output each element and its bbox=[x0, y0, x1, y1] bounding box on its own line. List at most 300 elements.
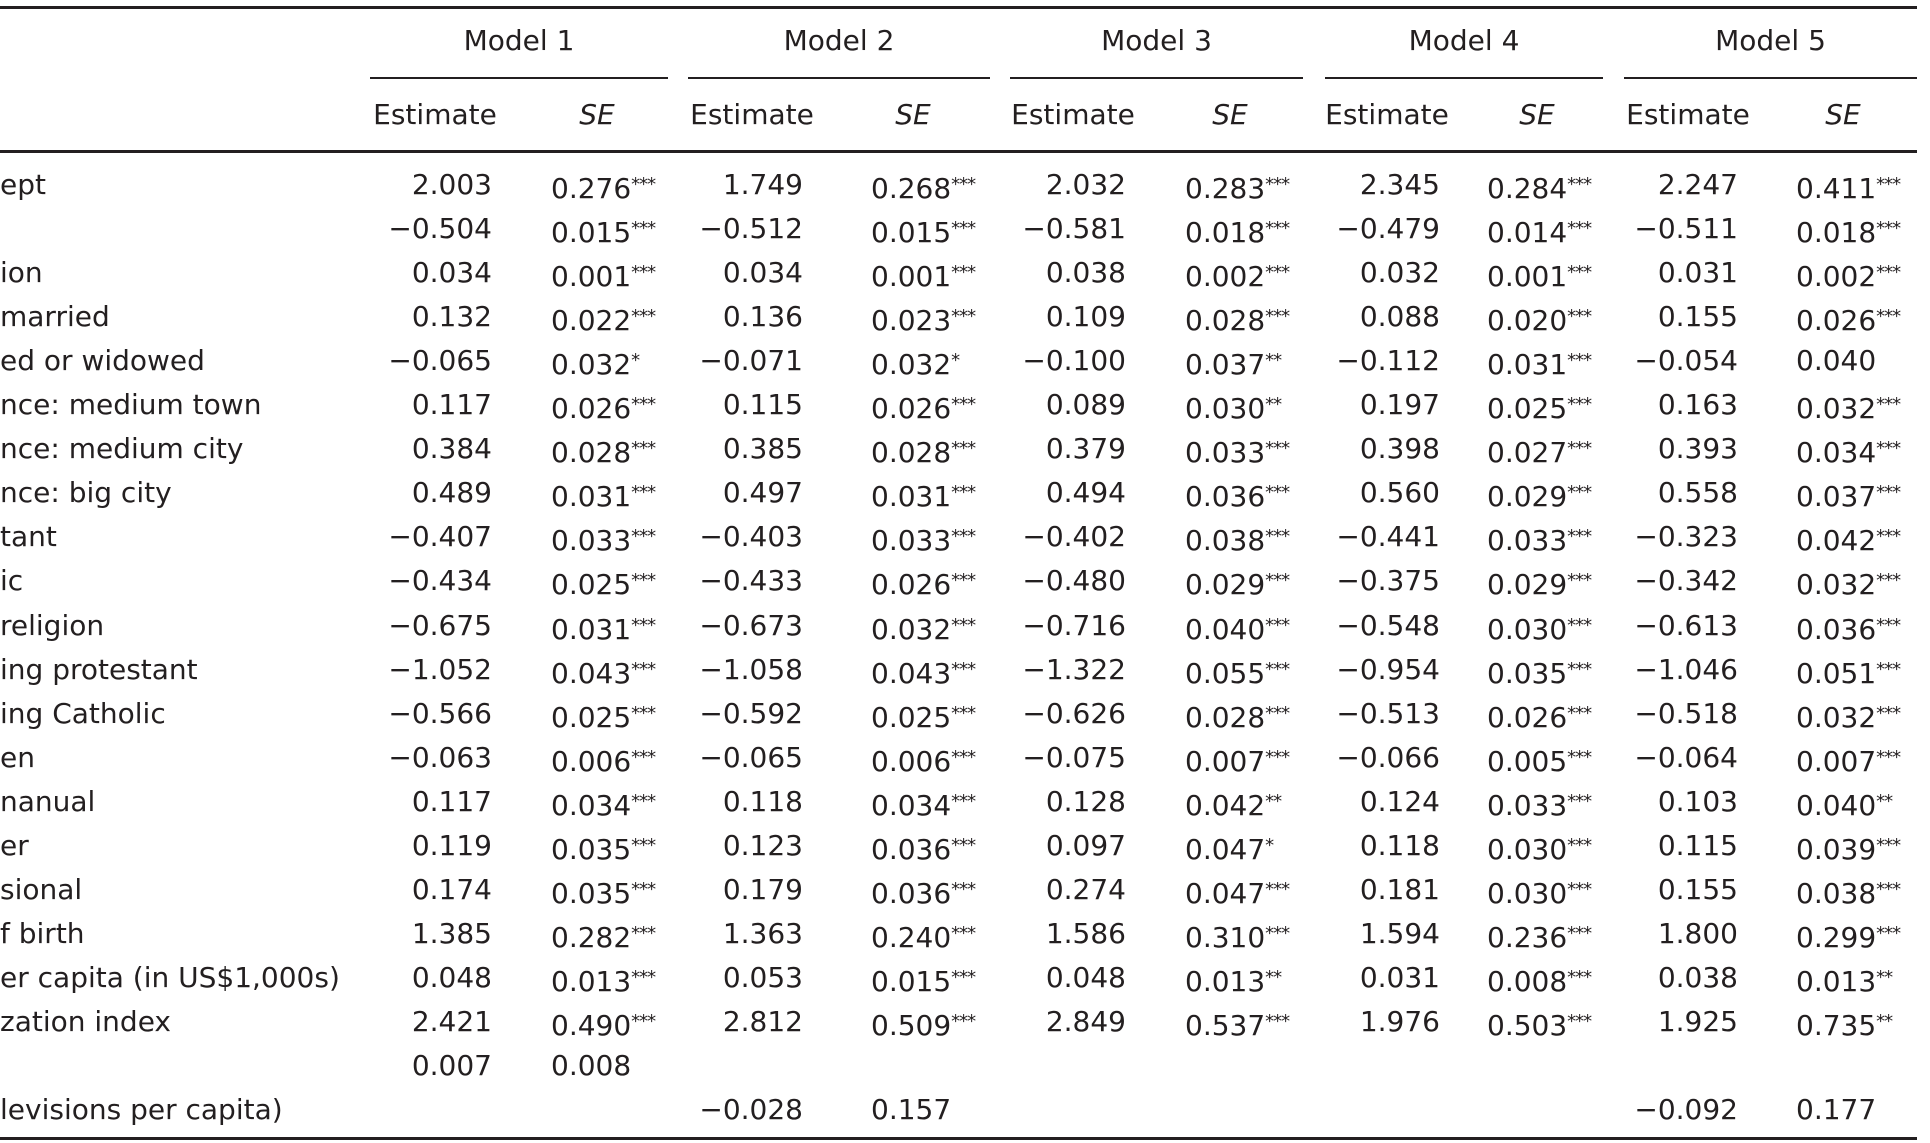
se-value bbox=[551, 1002, 655, 1042]
estimate-value: −0.375 bbox=[1336, 564, 1440, 597]
estimate-value: −0.064 bbox=[1634, 741, 1738, 774]
se-number: 0.026 bbox=[871, 392, 952, 425]
model-header: Model 5 bbox=[1715, 24, 1826, 57]
estimate-value: −0.323 bbox=[1634, 520, 1738, 553]
significance-stars: *** bbox=[951, 791, 976, 812]
estimate-value: 1.749 bbox=[722, 168, 803, 201]
estimate-value: 1.800 bbox=[1657, 917, 1738, 950]
estimate-value: −0.433 bbox=[699, 564, 803, 597]
se-value bbox=[871, 297, 975, 337]
estimate-value: −0.954 bbox=[1336, 653, 1440, 686]
se-number: 0.028 bbox=[1185, 304, 1266, 337]
se-value bbox=[1185, 782, 1281, 822]
estimate-value: 0.128 bbox=[1045, 785, 1126, 818]
se-value bbox=[1487, 297, 1591, 337]
significance-stars: *** bbox=[1567, 703, 1592, 724]
significance-stars: *** bbox=[1265, 482, 1290, 503]
estimate-value: −0.065 bbox=[699, 741, 803, 774]
estimate-value: −0.407 bbox=[388, 520, 492, 553]
estimate-value: 0.124 bbox=[1359, 785, 1440, 818]
estimate-value: 0.034 bbox=[411, 256, 492, 289]
se-value bbox=[551, 429, 655, 469]
significance-stars: *** bbox=[1265, 1011, 1290, 1032]
significance-stars: *** bbox=[1265, 570, 1290, 591]
se-value bbox=[1185, 209, 1289, 249]
se-number: 0.031 bbox=[551, 480, 632, 513]
se-value bbox=[871, 606, 975, 646]
se-number: 0.006 bbox=[871, 745, 952, 778]
significance-stars: *** bbox=[1567, 438, 1592, 459]
se-number: 0.030 bbox=[1185, 392, 1266, 425]
se-value bbox=[871, 782, 975, 822]
se-number: 0.025 bbox=[551, 701, 632, 734]
se-value bbox=[871, 429, 975, 469]
significance-stars: ** bbox=[1265, 791, 1282, 812]
se-number: 0.034 bbox=[551, 789, 632, 822]
model-group-rule bbox=[1624, 77, 1917, 79]
se-value bbox=[1487, 473, 1591, 513]
se-number: 0.310 bbox=[1185, 921, 1266, 954]
se-value bbox=[1487, 694, 1591, 734]
se-value bbox=[1185, 385, 1281, 425]
se-value bbox=[1185, 165, 1289, 205]
se-number: 0.051 bbox=[1796, 657, 1877, 690]
se-number: 0.284 bbox=[1487, 172, 1568, 205]
estimate-value: 0.132 bbox=[411, 300, 492, 333]
significance-stars: *** bbox=[1265, 262, 1290, 283]
estimate-value: −0.480 bbox=[1022, 564, 1126, 597]
significance-stars: *** bbox=[1876, 438, 1901, 459]
estimate-value: 0.384 bbox=[411, 432, 492, 465]
se-value bbox=[1487, 958, 1591, 998]
se-number: 0.031 bbox=[551, 613, 632, 646]
se-value bbox=[871, 870, 975, 910]
se-value bbox=[1487, 253, 1591, 293]
estimate-value: 0.179 bbox=[722, 873, 803, 906]
significance-stars: *** bbox=[951, 659, 976, 680]
significance-stars: * bbox=[951, 350, 960, 371]
se-number: 0.033 bbox=[551, 524, 632, 557]
se-value bbox=[1487, 870, 1591, 910]
significance-stars: *** bbox=[1265, 747, 1290, 768]
se-number: 0.001 bbox=[551, 260, 632, 293]
se-number: 0.236 bbox=[1487, 921, 1568, 954]
se-number: 0.029 bbox=[1185, 568, 1266, 601]
se-value bbox=[871, 209, 975, 249]
se-number: 0.283 bbox=[1185, 172, 1266, 205]
se-number: 0.026 bbox=[871, 568, 952, 601]
estimate-value: 0.031 bbox=[1359, 961, 1440, 994]
se-number: 0.036 bbox=[1185, 480, 1266, 513]
significance-stars: *** bbox=[631, 923, 656, 944]
se-value bbox=[1185, 606, 1289, 646]
se-value bbox=[1185, 826, 1273, 866]
se-value bbox=[1185, 738, 1289, 778]
significance-stars: *** bbox=[951, 482, 976, 503]
estimate-value: −0.716 bbox=[1022, 609, 1126, 642]
se-value bbox=[1185, 341, 1281, 381]
se-number: 0.036 bbox=[871, 833, 952, 866]
se-number: 0.038 bbox=[1185, 524, 1266, 557]
row-label: nce: big city bbox=[0, 476, 172, 509]
estimate-value: −0.675 bbox=[388, 609, 492, 642]
se-number: 0.015 bbox=[871, 216, 952, 249]
se-value bbox=[551, 253, 655, 293]
se-number: 0.037 bbox=[1185, 348, 1266, 381]
significance-stars: *** bbox=[631, 262, 656, 283]
significance-stars: *** bbox=[951, 747, 976, 768]
se-number: 0.040 bbox=[1796, 344, 1877, 377]
se-value bbox=[871, 165, 975, 205]
se-value bbox=[551, 606, 655, 646]
se-number: 0.027 bbox=[1487, 436, 1568, 469]
model-header: Model 3 bbox=[1101, 24, 1212, 57]
se-value bbox=[1796, 914, 1900, 954]
se-value bbox=[551, 297, 655, 337]
estimate-value: −0.511 bbox=[1634, 212, 1738, 245]
se-value bbox=[551, 517, 655, 557]
estimate-value: −0.592 bbox=[699, 697, 803, 730]
estimate-value: 0.038 bbox=[1045, 256, 1126, 289]
se-value bbox=[871, 1002, 975, 1042]
row-label: en bbox=[0, 741, 35, 774]
se-value bbox=[1185, 650, 1289, 690]
se-number: 0.014 bbox=[1487, 216, 1568, 249]
estimate-value: 0.088 bbox=[1359, 300, 1440, 333]
significance-stars: *** bbox=[951, 394, 976, 415]
se-value bbox=[1487, 517, 1591, 557]
significance-stars: *** bbox=[1567, 967, 1592, 988]
significance-stars: *** bbox=[631, 967, 656, 988]
top-rule bbox=[0, 6, 1917, 9]
significance-stars: *** bbox=[1567, 482, 1592, 503]
se-value bbox=[551, 165, 655, 205]
se-value bbox=[1796, 958, 1892, 998]
se-number: 0.013 bbox=[1185, 965, 1266, 998]
se-value bbox=[1796, 341, 1876, 381]
significance-stars: *** bbox=[631, 615, 656, 636]
estimate-value: −0.626 bbox=[1022, 697, 1126, 730]
se-value bbox=[551, 650, 655, 690]
se-number: 0.033 bbox=[1487, 789, 1568, 822]
se-number: 0.007 bbox=[1796, 745, 1877, 778]
significance-stars: *** bbox=[1876, 482, 1901, 503]
significance-stars: *** bbox=[1876, 923, 1901, 944]
significance-stars: *** bbox=[951, 1011, 976, 1032]
se-number: 0.042 bbox=[1185, 789, 1266, 822]
estimate-value: −0.066 bbox=[1336, 741, 1440, 774]
model-group-rule bbox=[688, 77, 990, 79]
se-number: 0.032 bbox=[551, 348, 632, 381]
se-number: 0.023 bbox=[871, 304, 952, 337]
significance-stars: *** bbox=[1876, 747, 1901, 768]
se-value bbox=[871, 650, 975, 690]
se-number: 0.026 bbox=[551, 392, 632, 425]
se-value bbox=[1185, 561, 1289, 601]
estimate-value: 0.123 bbox=[722, 829, 803, 862]
significance-stars: ** bbox=[1876, 967, 1893, 988]
estimate-value: −0.063 bbox=[388, 741, 492, 774]
estimate-value: 0.379 bbox=[1045, 432, 1126, 465]
se-number: 0.240 bbox=[871, 921, 952, 954]
significance-stars: *** bbox=[1265, 615, 1290, 636]
significance-stars: *** bbox=[1567, 923, 1592, 944]
se-value bbox=[1487, 385, 1591, 425]
estimate-value: 2.345 bbox=[1359, 168, 1440, 201]
estimate-value: 0.032 bbox=[1359, 256, 1440, 289]
estimate-value: 2.032 bbox=[1045, 168, 1126, 201]
se-number: 0.030 bbox=[1487, 833, 1568, 866]
estimate-value: −1.058 bbox=[699, 653, 803, 686]
model-group-rule bbox=[1010, 77, 1303, 79]
row-label: f birth bbox=[0, 917, 85, 950]
significance-stars: *** bbox=[1876, 703, 1901, 724]
significance-stars: ** bbox=[1265, 394, 1282, 415]
model-header: Model 4 bbox=[1408, 24, 1520, 57]
se-number: 0.034 bbox=[1796, 436, 1877, 469]
significance-stars: *** bbox=[1876, 615, 1901, 636]
estimate-value: −0.028 bbox=[699, 1093, 803, 1126]
estimate-value: −0.100 bbox=[1022, 344, 1126, 377]
se-value bbox=[1796, 385, 1900, 425]
significance-stars: *** bbox=[1265, 306, 1290, 327]
se-number: 0.735 bbox=[1796, 1009, 1877, 1042]
se-value bbox=[1796, 1002, 1892, 1042]
significance-stars: *** bbox=[631, 306, 656, 327]
se-number: 0.038 bbox=[1796, 877, 1877, 910]
significance-stars: *** bbox=[1567, 615, 1592, 636]
estimate-value: 2.421 bbox=[411, 1005, 492, 1038]
estimate-value: 0.558 bbox=[1657, 476, 1738, 509]
se-number: 0.157 bbox=[871, 1093, 952, 1126]
row-label: levisions per capita) bbox=[0, 1093, 283, 1126]
se-value bbox=[1487, 165, 1591, 205]
significance-stars: *** bbox=[1265, 218, 1290, 239]
se-number: 0.025 bbox=[871, 701, 952, 734]
se-value bbox=[551, 1046, 631, 1086]
se-number: 0.177 bbox=[1796, 1093, 1877, 1126]
se-value bbox=[1185, 297, 1289, 337]
estimate-value: 1.976 bbox=[1359, 1005, 1440, 1038]
se-value bbox=[1796, 209, 1900, 249]
se-number: 0.035 bbox=[551, 877, 632, 910]
se-value bbox=[1796, 253, 1900, 293]
row-label: tant bbox=[0, 520, 57, 553]
row-label: married bbox=[0, 300, 110, 333]
se-number: 0.029 bbox=[1487, 480, 1568, 513]
se-number: 0.007 bbox=[1185, 745, 1266, 778]
row-label: ing protestant bbox=[0, 653, 198, 686]
significance-stars: *** bbox=[1265, 438, 1290, 459]
se-value bbox=[1487, 650, 1591, 690]
significance-stars: *** bbox=[951, 967, 976, 988]
se-value bbox=[1487, 606, 1591, 646]
se-number: 0.033 bbox=[871, 524, 952, 557]
significance-stars: *** bbox=[1567, 570, 1592, 591]
se-value bbox=[551, 341, 639, 381]
significance-stars: *** bbox=[951, 923, 976, 944]
se-value bbox=[1487, 341, 1591, 381]
significance-stars: *** bbox=[951, 703, 976, 724]
se-column-header: SE bbox=[1519, 98, 1555, 131]
estimate-value: 0.118 bbox=[722, 785, 803, 818]
se-value bbox=[1487, 429, 1591, 469]
significance-stars: *** bbox=[1567, 1011, 1592, 1032]
estimate-value: −0.112 bbox=[1336, 344, 1440, 377]
row-label: ing Catholic bbox=[0, 697, 166, 730]
significance-stars: *** bbox=[631, 394, 656, 415]
significance-stars: *** bbox=[1876, 306, 1901, 327]
significance-stars: *** bbox=[1265, 879, 1290, 900]
significance-stars: *** bbox=[1567, 835, 1592, 856]
significance-stars: *** bbox=[631, 218, 656, 239]
significance-stars: *** bbox=[1567, 747, 1592, 768]
significance-stars: *** bbox=[1567, 659, 1592, 680]
se-number: 0.013 bbox=[1796, 965, 1877, 998]
se-value bbox=[1796, 870, 1900, 910]
se-value bbox=[871, 473, 975, 513]
significance-stars: *** bbox=[631, 659, 656, 680]
significance-stars: *** bbox=[951, 835, 976, 856]
significance-stars: *** bbox=[1876, 659, 1901, 680]
significance-stars: *** bbox=[1876, 879, 1901, 900]
significance-stars: *** bbox=[631, 879, 656, 900]
se-number: 0.032 bbox=[871, 348, 952, 381]
significance-stars: *** bbox=[951, 218, 976, 239]
significance-stars: *** bbox=[1265, 174, 1290, 195]
estimate-value: 0.115 bbox=[1657, 829, 1738, 862]
se-number: 0.028 bbox=[1185, 701, 1266, 734]
estimate-value: −1.322 bbox=[1022, 653, 1126, 686]
estimate-value: −0.403 bbox=[699, 520, 803, 553]
estimate-value: 0.048 bbox=[411, 961, 492, 994]
se-value bbox=[1185, 870, 1289, 910]
estimate-value: 1.594 bbox=[1359, 917, 1440, 950]
estimate-value: 0.117 bbox=[411, 388, 492, 421]
row-label: ion bbox=[0, 256, 43, 289]
estimate-value: −0.613 bbox=[1634, 609, 1738, 642]
se-number: 0.028 bbox=[871, 436, 952, 469]
estimate-value: −0.441 bbox=[1336, 520, 1440, 553]
significance-stars: ** bbox=[1876, 1011, 1893, 1032]
estimate-value: 0.197 bbox=[1359, 388, 1440, 421]
se-number: 0.509 bbox=[871, 1009, 952, 1042]
se-number: 0.020 bbox=[1487, 304, 1568, 337]
se-value bbox=[1796, 738, 1900, 778]
model-header: Model 1 bbox=[463, 24, 575, 57]
estimate-value: 0.115 bbox=[722, 388, 803, 421]
se-number: 0.031 bbox=[1487, 348, 1568, 381]
se-value bbox=[1796, 429, 1900, 469]
significance-stars: *** bbox=[951, 615, 976, 636]
se-number: 0.039 bbox=[1796, 833, 1877, 866]
se-number: 0.033 bbox=[1185, 436, 1266, 469]
significance-stars: *** bbox=[1567, 526, 1592, 547]
estimate-value: −0.581 bbox=[1022, 212, 1126, 245]
se-number: 0.035 bbox=[1487, 657, 1568, 690]
significance-stars: *** bbox=[1567, 394, 1592, 415]
model-group-rule bbox=[370, 77, 668, 79]
estimate-value: 0.097 bbox=[1045, 829, 1126, 862]
se-value bbox=[871, 738, 975, 778]
se-number: 0.043 bbox=[551, 657, 632, 690]
significance-stars: *** bbox=[951, 306, 976, 327]
se-value bbox=[1796, 1090, 1876, 1130]
header-bottom-rule bbox=[0, 150, 1917, 153]
se-value bbox=[551, 738, 655, 778]
se-value bbox=[1796, 650, 1900, 690]
significance-stars: *** bbox=[951, 262, 976, 283]
estimate-value: −0.673 bbox=[699, 609, 803, 642]
se-value bbox=[551, 385, 655, 425]
estimate-value: 0.181 bbox=[1359, 873, 1440, 906]
significance-stars: * bbox=[631, 350, 640, 371]
significance-stars: *** bbox=[1567, 350, 1592, 371]
se-value bbox=[871, 385, 975, 425]
estimate-value: −0.065 bbox=[388, 344, 492, 377]
estimate-value: 1.586 bbox=[1045, 917, 1126, 950]
row-label: nce: medium city bbox=[0, 432, 244, 465]
estimate-value: 0.048 bbox=[1045, 961, 1126, 994]
se-number: 0.043 bbox=[871, 657, 952, 690]
se-number: 0.032 bbox=[1796, 392, 1877, 425]
se-value bbox=[871, 694, 975, 734]
row-label: ed or widowed bbox=[0, 344, 205, 377]
significance-stars: ** bbox=[1876, 791, 1893, 812]
significance-stars: *** bbox=[631, 747, 656, 768]
significance-stars: ** bbox=[1265, 967, 1282, 988]
estimate-value: 0.038 bbox=[1657, 961, 1738, 994]
se-value bbox=[1487, 826, 1591, 866]
estimate-value: 2.003 bbox=[411, 168, 492, 201]
significance-stars: *** bbox=[951, 570, 976, 591]
estimate-value: −0.342 bbox=[1634, 564, 1738, 597]
estimate-value: 0.034 bbox=[722, 256, 803, 289]
estimate-value: −0.434 bbox=[388, 564, 492, 597]
se-number: 0.032 bbox=[1796, 568, 1877, 601]
se-value bbox=[871, 826, 975, 866]
row-label: er bbox=[0, 829, 29, 862]
se-number: 0.022 bbox=[551, 304, 632, 337]
se-value bbox=[871, 341, 959, 381]
estimate-value: −0.071 bbox=[699, 344, 803, 377]
significance-stars: *** bbox=[1567, 174, 1592, 195]
row-label: zation index bbox=[0, 1005, 171, 1038]
estimate-value: −0.566 bbox=[388, 697, 492, 730]
significance-stars: *** bbox=[1876, 526, 1901, 547]
estimate-value: 0.274 bbox=[1045, 873, 1126, 906]
significance-stars: *** bbox=[1265, 923, 1290, 944]
estimate-value: 2.247 bbox=[1657, 168, 1738, 201]
row-label: er capita (in US$1,000s) bbox=[0, 961, 340, 994]
estimate-value: 1.363 bbox=[722, 917, 803, 950]
se-number: 0.055 bbox=[1185, 657, 1266, 690]
se-value bbox=[1796, 473, 1900, 513]
se-value bbox=[871, 958, 975, 998]
se-column-header: SE bbox=[1212, 98, 1248, 131]
se-number: 0.015 bbox=[871, 965, 952, 998]
se-number: 0.030 bbox=[1487, 877, 1568, 910]
se-value bbox=[1796, 297, 1900, 337]
estimate-column-header: Estimate bbox=[1011, 98, 1135, 131]
estimate-value: −0.075 bbox=[1022, 741, 1126, 774]
se-value bbox=[1796, 826, 1900, 866]
row-label: nce: medium town bbox=[0, 388, 262, 421]
significance-stars: *** bbox=[631, 1011, 656, 1032]
estimate-value: −0.518 bbox=[1634, 697, 1738, 730]
se-value bbox=[551, 958, 655, 998]
se-number: 0.001 bbox=[1487, 260, 1568, 293]
